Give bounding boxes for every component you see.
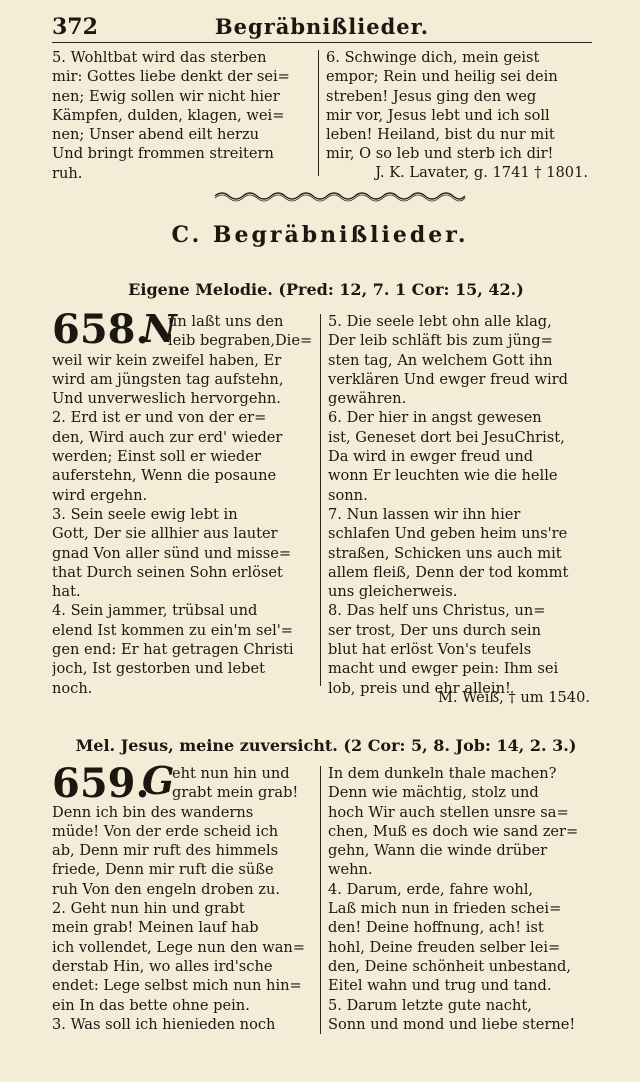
verse-line: ab, Denn mir ruft des himmels — [52, 842, 279, 860]
dropcap-659: G — [142, 758, 175, 803]
verse-line: endet: Lege selbst mich nun hin= — [52, 977, 302, 995]
verse-line: werden; Einst soll er wieder — [52, 448, 262, 466]
verse-line: joch, Ist gestorben und lebet — [52, 660, 265, 678]
verse-line: eht nun hin und — [172, 765, 290, 782]
verse-line: den, Deine schönheit unbestand, — [328, 957, 571, 975]
verse-line: sten tag, An welchem Gott ihn — [328, 351, 553, 369]
column-divider — [320, 766, 321, 1034]
verse-line: 5. Wohltbat wird das sterben — [52, 49, 267, 66]
verse-line: chen, Muß es doch wie sand zer= — [328, 822, 579, 840]
verse-line: ich vollendet, Lege nun den wan= — [52, 938, 306, 956]
verse-line: müde! Von der erde scheid ich — [52, 822, 279, 840]
verse-line: gen end: Er hat getragen Christi — [52, 641, 294, 659]
hymn-659-left-column — [52, 803, 316, 1035]
verse-line: verklären Und ewger freud wird — [328, 370, 568, 388]
verse-line: 4. Sein jammer, trübsal und — [52, 602, 258, 620]
verse-line: hat. — [52, 583, 81, 601]
verse-line: derstab Hin, wo alles ird'sche — [52, 957, 273, 975]
verse-line: grabt mein grab! — [172, 784, 299, 802]
verse-line: wehn. — [328, 861, 373, 879]
verse-line: Und bringt frommen streitern — [52, 145, 274, 163]
melody-line-659: Mel. Jesus, meine zuversicht. (2 Cor: 5, 8. Job: 14, 2. 3.) — [75, 736, 577, 755]
hymn-658-right-column — [328, 312, 590, 698]
header-rule — [52, 42, 592, 43]
verse-line: mein grab! Meinen lauf hab — [52, 919, 259, 937]
verse-line: Kämpfen, dulden, klagen, wei= — [52, 106, 285, 124]
verse-line: 5. Die seele lebt ohn alle klag, — [328, 313, 552, 330]
verse-line: ein In das bette ohne pein. — [52, 996, 250, 1014]
verse-line: Laß mich nun in frieden schei= — [328, 900, 562, 918]
verse-line: mir vor, Jesus lebt und ich soll — [326, 106, 550, 124]
top-left-column — [52, 48, 314, 183]
verse-line: 3. Sein seele ewig lebt in — [52, 505, 238, 523]
verse-line: Denn ich bin des wanderns — [52, 803, 254, 821]
verse-line: In dem dunkeln thale machen? — [328, 765, 557, 782]
verse-line: sonn. — [328, 486, 368, 504]
verse-line: wird ergehn. — [52, 486, 148, 504]
verse-line: leib begraben,Die= — [168, 332, 313, 350]
hymn-number-658: 658. — [52, 306, 150, 353]
verse-line: 7. Nun lassen wir ihn hier — [328, 505, 521, 523]
verse-line: allem fleiß, Denn der tod kommt — [328, 563, 569, 581]
page-header — [52, 10, 592, 42]
verse-line: hohl, Deine freuden selber lei= — [328, 938, 561, 956]
verse-line: mir, O so leb und sterb ich dir! — [326, 145, 554, 163]
verse-line: den, Wird auch zur erd' wieder — [52, 428, 283, 446]
verse-line: schlafen Und geben heim uns're — [328, 525, 568, 543]
verse-line: gehn, Wann die winde drüber — [328, 842, 548, 860]
verse-line: Denn wie mächtig, stolz und — [328, 784, 539, 802]
verse-line: blut hat erlöst Von's teufels — [328, 641, 532, 659]
verse-line: 2. Geht nun hin und grabt — [52, 900, 245, 918]
top-right-column — [326, 48, 588, 164]
verse-line: weil wir kein zweifel haben, Er — [52, 351, 282, 369]
hymn-number-659: 659. — [52, 760, 150, 807]
verse-line: leben! Heiland, bist du nur mit — [326, 126, 555, 144]
verse-line: 8. Das helf uns Christus, un= — [328, 602, 546, 620]
verse-line: den! Deine hoffnung, ach! ist — [328, 919, 544, 937]
verse-line: Da wird in ewger freud und — [328, 448, 534, 466]
verse-line: 3. Was soll ich hienieden noch — [52, 1015, 276, 1033]
running-title: Begräbnißlieder. — [214, 14, 430, 39]
verse-line: gewähren. — [328, 390, 407, 408]
verse-line: ruh. — [52, 164, 83, 182]
lavater-signature: J. K. Lavater, g. 1741 † 1801. — [375, 164, 588, 181]
verse-line: ist, Geneset dort bei JesuChrist, — [328, 428, 565, 446]
ornament-divider — [210, 188, 470, 204]
verse-line: elend Ist kommen zu ein'm sel'= — [52, 621, 294, 639]
melody-line-658: Eigene Melodie. (Pred: 12, 7. 1 Cor: 15, 42.) — [128, 280, 524, 299]
verse-line: 4. Darum, erde, fahre wohl, — [328, 880, 534, 898]
verse-line: wird am jüngsten tag aufstehn, — [52, 370, 284, 388]
verse-line: auferstehn, Wenn die posaune — [52, 467, 277, 485]
verse-line: un laßt uns den — [168, 313, 284, 330]
verse-line: 5. Darum letzte gute nacht, — [328, 996, 532, 1014]
hymn-658-left-column — [52, 351, 316, 698]
verse-line: friede, Denn mir ruft die süße — [52, 861, 274, 879]
verse-line: wonn Er leuchten wie die helle — [328, 467, 558, 485]
verse-line: straßen, Schicken uns auch mit — [328, 544, 562, 562]
verse-line: streben! Jesus ging den weg — [326, 87, 537, 105]
hymn-659-right-column — [328, 764, 590, 1034]
verse-line: Gott, Der sie allhier aus lauter — [52, 525, 278, 543]
verse-line: nen; Ewig sollen wir nicht hier — [52, 87, 280, 105]
column-divider — [318, 50, 319, 176]
verse-line: lob, preis und ehr allein! — [328, 679, 511, 697]
weiss-signature: M. Weiß, † um 1540. — [438, 689, 590, 706]
verse-line: Sonn und mond und liebe sterne! — [328, 1015, 576, 1033]
verse-line: Der leib schläft bis zum jüng= — [328, 332, 553, 350]
verse-line: Und unverweslich hervorgehn. — [52, 390, 281, 408]
section-heading: C. Begräbnißlieder. — [171, 222, 469, 248]
hymn-659-opening — [172, 764, 316, 803]
verse-line: uns gleicherweis. — [328, 583, 458, 601]
page-number: 372 — [52, 14, 98, 40]
column-divider — [320, 314, 321, 686]
verse-line: macht und ewger pein: Ihm sei — [328, 660, 559, 678]
verse-line: 6. Der hier in angst gewesen — [328, 409, 542, 427]
verse-line: 2. Erd ist er und von der er= — [52, 409, 267, 427]
verse-line: noch. — [52, 679, 93, 697]
verse-line: nen; Unser abend eilt herzu — [52, 126, 260, 144]
verse-line: empor; Rein und heilig sei dein — [326, 68, 558, 86]
verse-line: hoch Wir auch stellen unsre sa= — [328, 803, 569, 821]
verse-line: gnad Von aller sünd und misse= — [52, 544, 292, 562]
verse-line: Eitel wahn und trug und tand. — [328, 977, 552, 995]
verse-line: mir: Gottes liebe denkt der sei= — [52, 68, 290, 86]
verse-line: ser trost, Der uns durch sein — [328, 621, 541, 639]
dropcap-658: N — [142, 306, 177, 351]
verse-line: ruh Von den engeln droben zu. — [52, 880, 281, 898]
verse-line: that Durch seinen Sohn erlöset — [52, 563, 283, 581]
hymn-658-opening — [168, 312, 316, 351]
verse-line: 6. Schwinge dich, mein geist — [326, 49, 540, 66]
